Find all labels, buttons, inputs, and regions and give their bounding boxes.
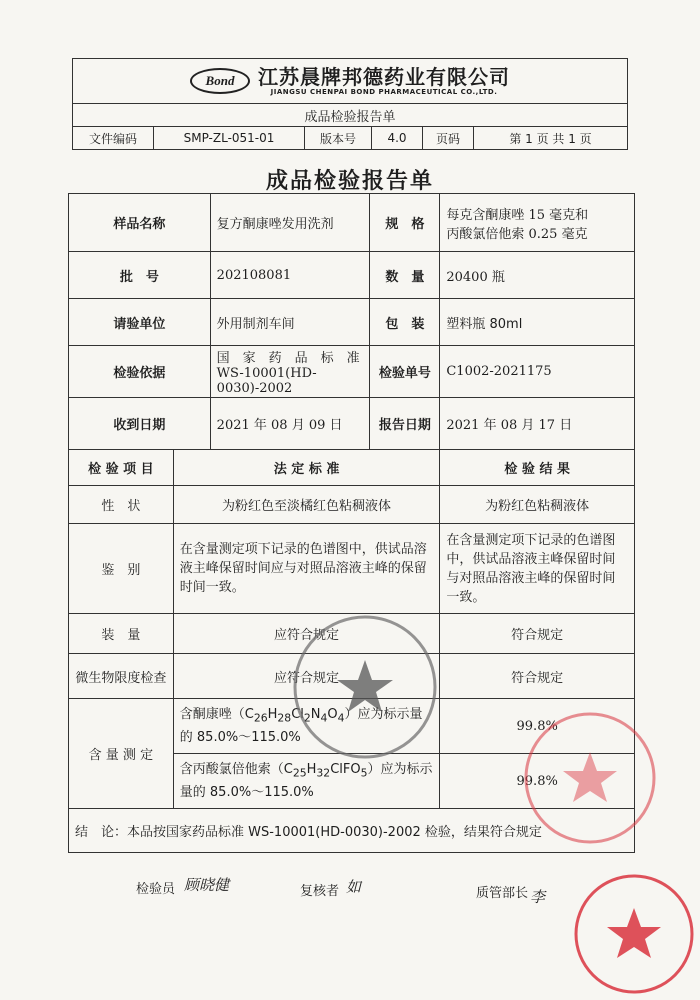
- inspector-label: 检验员: [136, 882, 176, 897]
- inspector-signature: 顾晓健: [184, 876, 230, 894]
- test-item: 鉴 别: [69, 524, 174, 614]
- company-logo-cell: [73, 59, 628, 104]
- spec-value: [440, 194, 635, 252]
- company-name-cn: 江苏晨牌邦德药业有限公司: [258, 64, 510, 89]
- assay-item: 含 量 测 定: [69, 699, 174, 809]
- company-stamp: [290, 612, 440, 762]
- batch-value: 202108081: [210, 252, 370, 299]
- test-row: [69, 486, 635, 524]
- received-label: 收到日期: [69, 398, 211, 450]
- file-no-value: SMP-ZL-051-01: [154, 127, 305, 150]
- conclusion: 结 论：本品按国家药品标准 WS-10001(HD-0030)-2002 检验，结果符合规定: [69, 809, 635, 853]
- spec-label: 规 格: [370, 194, 440, 252]
- basis-line-2: WS-10001(HD-0030)-2002: [216, 366, 317, 396]
- requester-value: 外用制剂车间: [210, 299, 370, 346]
- test-standard: 应符合规定: [173, 614, 440, 654]
- page-value: 第 1 页 共 1 页: [474, 127, 628, 150]
- red-qc-stamp: [520, 708, 660, 848]
- file-no-label: 文件编码: [73, 127, 154, 150]
- package-value: 塑料瓶 80ml: [440, 299, 635, 346]
- sample-name-label: 样品名称: [69, 194, 211, 252]
- requester-label: 请验单位: [69, 299, 211, 346]
- col-result-header: 检 验 结 果: [440, 450, 635, 486]
- assay-standard-ketoconazole: 含酮康唑$(C_{26}H_{28}Cl_2N_4O_4)$应为标示量的 85.0%～115.0%: [173, 699, 440, 754]
- header-table: [72, 58, 628, 150]
- spec-line-2: 丙酸氯倍他索 0.25 毫克: [446, 226, 588, 242]
- package-label: 包 装: [370, 299, 440, 346]
- spec-line-1: 每克含酮康唑 15 毫克和: [446, 207, 589, 223]
- qa-signature: 李: [530, 888, 546, 906]
- qa-label: 质管部长: [476, 886, 529, 901]
- assay-result-ketoconazole: 99.8%: [440, 699, 635, 754]
- report-title: 成品检验报告单: [265, 169, 434, 194]
- report-no-value: C1002-2021175: [440, 346, 635, 398]
- qty-label: 数 量: [370, 252, 440, 299]
- test-result: 为粉红色粘稠液体: [440, 486, 635, 524]
- col-standard-header: 法 定 标 准: [173, 450, 440, 486]
- assay-result-clobetasol: 99.8%: [440, 754, 635, 809]
- test-result: 符合规定: [440, 614, 635, 654]
- test-item: 性 状: [69, 486, 174, 524]
- test-result: 符合规定: [440, 654, 635, 699]
- report-date-value: 2021 年 08 月 17 日: [440, 398, 635, 450]
- test-row: [69, 524, 635, 614]
- qty-value: 20400 瓶: [440, 252, 635, 299]
- version-label: 版本号: [305, 127, 372, 150]
- qa-stamp: [572, 872, 696, 996]
- basis-value: [210, 346, 370, 398]
- test-item: 装 量: [69, 614, 174, 654]
- version-value: 4.0: [372, 127, 423, 150]
- bond-logo: Bond: [190, 68, 250, 94]
- reviewer-label: 复核者: [300, 884, 340, 899]
- reviewer-signature: 如: [346, 878, 362, 896]
- test-item: 微生物限度检查: [69, 654, 174, 699]
- batch-label: 批 号: [69, 252, 211, 299]
- sample-name-value: 复方酮康唑发用洗剂: [210, 194, 370, 252]
- basis-label: 检验依据: [69, 346, 211, 398]
- test-standard: 在含量测定项下记录的色谱图中，供试品溶液主峰保留时间应与对照品溶液主峰的保留时间一致。: [173, 524, 440, 614]
- report-date-label: 报告日期: [370, 398, 440, 450]
- report-no-label: 检验单号: [370, 346, 440, 398]
- test-standard: 为粉红色至淡橘红色粘稠液体: [173, 486, 440, 524]
- assay-standard-clobetasol: 含丙酸氯倍他索$(C_{25}H_{32}ClFO_5)$应为标示量的 85.0%～115.0%: [173, 754, 440, 809]
- page-label: 页码: [423, 127, 474, 150]
- test-result: 在含量测定项下记录的色谱图中，供试品溶液主峰保留时间与对照品溶液主峰的保留时间一致。: [440, 524, 635, 614]
- company-name-en: JIANGSU CHENPAI BOND PHARMACEUTICAL CO.,LTD.: [270, 87, 498, 96]
- received-value: 2021 年 08 月 09 日: [210, 398, 370, 450]
- test-standard: 应符合规定: [173, 654, 440, 699]
- form-subtitle: 成品检验报告单: [73, 104, 628, 127]
- basis-line-1: 国 家 药 品 标 准: [216, 351, 360, 366]
- col-item-header: 检 验 项 目: [69, 450, 174, 486]
